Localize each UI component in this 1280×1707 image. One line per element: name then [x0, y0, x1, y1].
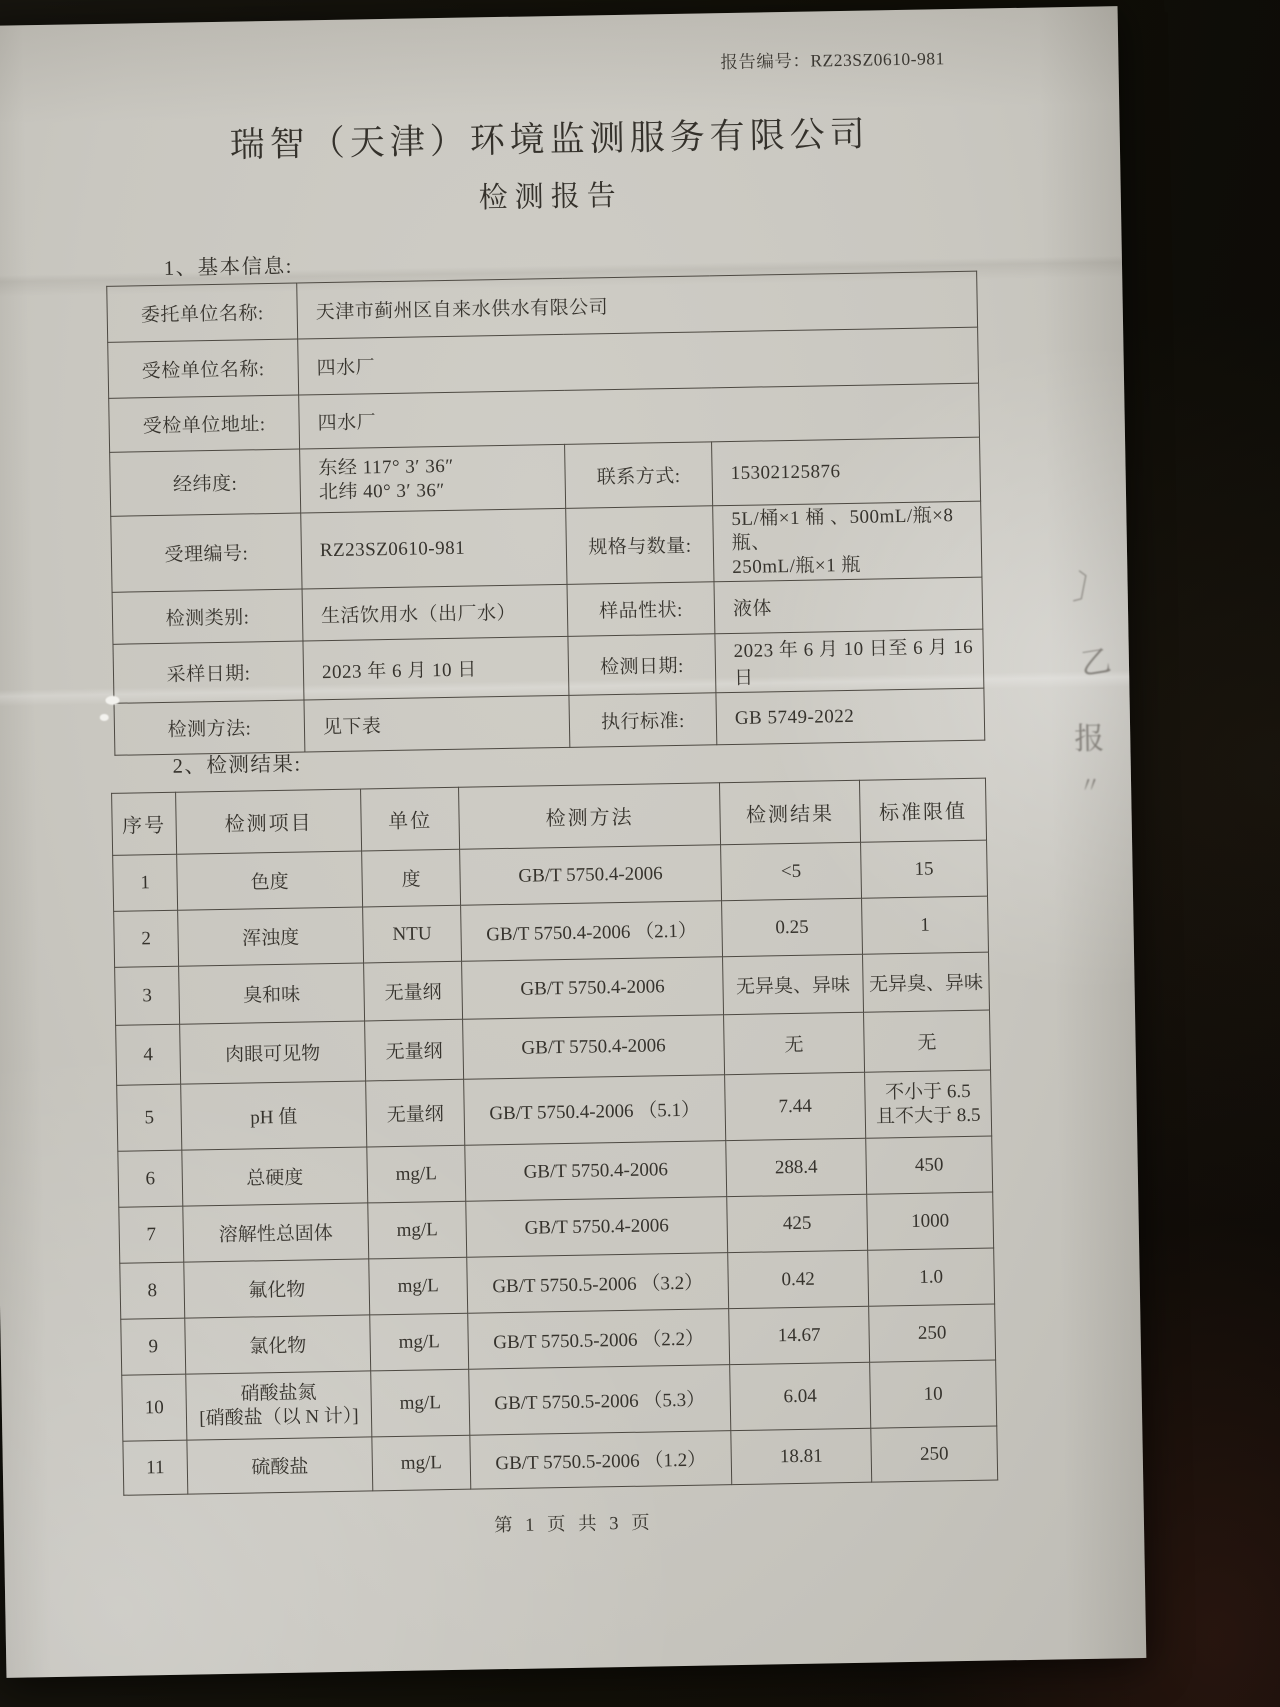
- header-item: 检测项目: [176, 789, 362, 854]
- limit-line1: 不小于 6.5: [884, 1080, 971, 1104]
- cell-limit: 450: [866, 1136, 993, 1194]
- cell-limit: 无异臭、异味: [863, 952, 990, 1012]
- cell-limit: 250: [869, 1304, 996, 1362]
- header-seq: 序号: [112, 792, 177, 855]
- acceptance-no-value: RZ23SZ0610-981: [301, 508, 567, 589]
- cell-no: 2: [114, 910, 179, 967]
- consignor-value: 天津市蓟州区自来水供水有限公司: [297, 271, 978, 339]
- header-unit: 单位: [361, 787, 460, 851]
- cell-result: 0.25: [722, 898, 863, 956]
- cell-no: 10: [122, 1374, 187, 1441]
- cell-unit: 无量纲: [365, 1019, 464, 1081]
- sampling-date-value: 2023 年 6 月 10 日: [303, 637, 569, 701]
- ink-bleed-mark: 乙: [1078, 644, 1114, 682]
- cell-limit: [865, 1070, 992, 1138]
- spec-quantity-value: [713, 501, 982, 582]
- acceptance-no-label: 受理编号:: [111, 513, 302, 593]
- cell-no: 6: [118, 1150, 183, 1207]
- cell-method: GB/T 5750.4-2006 （5.1）: [464, 1075, 726, 1146]
- consignor-label: 委托单位名称:: [107, 283, 298, 342]
- standard-value: GB 5749-2022: [716, 688, 985, 745]
- cell-result: 7.44: [725, 1072, 866, 1140]
- spec-quantity-label: 规格与数量:: [566, 506, 714, 585]
- contact-label: 联系方式:: [565, 442, 713, 509]
- sampling-date-label: 采样日期:: [113, 641, 304, 703]
- item-line2: [硝酸盐（以 N 计）]: [199, 1405, 359, 1429]
- cell-item: 肉眼可见物: [180, 1021, 366, 1084]
- cell-item: 硫酸盐: [187, 1437, 373, 1494]
- cell-unit: 度: [362, 849, 461, 907]
- cell-result: 0.42: [728, 1250, 869, 1308]
- cell-result: 288.4: [726, 1138, 867, 1196]
- document-content: [0, 6, 1146, 1678]
- paper-chip: [100, 714, 109, 721]
- report-number-value: RZ23SZ0610-981: [810, 48, 945, 71]
- report-number-line: [720, 45, 945, 74]
- cell-item: 臭和味: [179, 963, 365, 1024]
- cell-unit: mg/L: [368, 1201, 467, 1259]
- cell-method: GB/T 5750.5-2006 （3.2）: [467, 1253, 729, 1314]
- cell-method: GB/T 5750.5-2006 （5.3）: [469, 1365, 731, 1436]
- sample-character-label: 样品性状:: [567, 582, 715, 637]
- cell-item: [186, 1371, 372, 1440]
- header-method: 检测方法: [459, 783, 721, 850]
- test-category-label: 检测类别:: [112, 589, 303, 644]
- cell-item: 总硬度: [182, 1147, 368, 1206]
- limit-line2: 且不大于 8.5: [875, 1104, 981, 1128]
- cell-result: 18.81: [731, 1428, 872, 1484]
- cell-result: 无: [724, 1012, 865, 1074]
- section-basic-info-heading: 1、基本信息:: [163, 255, 294, 280]
- standard-label: 执行标准:: [569, 693, 717, 748]
- cell-no: 5: [117, 1084, 182, 1151]
- cell-no: 1: [113, 854, 178, 911]
- cell-limit: 250: [871, 1426, 998, 1482]
- cell-unit: mg/L: [372, 1435, 471, 1491]
- cell-result: 14.67: [729, 1306, 870, 1364]
- test-method-value: 见下表: [304, 696, 570, 753]
- basic-info-table: [106, 271, 985, 756]
- spec-quantity-line1: 5L/桶×1 桶 、500mL/瓶×8 瓶、: [731, 505, 954, 554]
- cell-item: pH 值: [181, 1081, 367, 1150]
- report-number-label: 报告编号：: [720, 50, 811, 73]
- item-line1: 硝酸盐氮: [240, 1382, 317, 1405]
- ink-bleed-mark: 〕: [1070, 569, 1112, 613]
- sample-character-value: 液体: [714, 577, 983, 634]
- cell-result: 425: [727, 1194, 868, 1252]
- cell-method: GB/T 5750.5-2006 （1.2）: [470, 1431, 732, 1490]
- cell-no: 8: [120, 1262, 185, 1319]
- coordinates-label: 经纬度:: [110, 449, 301, 516]
- header-limit: 标准限值: [859, 778, 986, 842]
- cell-limit: 无: [864, 1010, 991, 1072]
- cell-unit: 无量纲: [366, 1079, 465, 1147]
- cell-no: 9: [121, 1318, 186, 1375]
- cell-unit: mg/L: [369, 1257, 468, 1315]
- inspected-address-value: 四水厂: [299, 383, 980, 449]
- cell-unit: mg/L: [367, 1145, 466, 1203]
- test-date-label: 检测日期:: [568, 634, 716, 696]
- page-number: 第 1 页 共 3 页: [493, 1513, 654, 1537]
- cell-result: 无异臭、异味: [723, 954, 864, 1014]
- cell-method: GB/T 5750.4-2006: [466, 1197, 728, 1258]
- cell-limit: 1: [862, 896, 989, 954]
- latitude: 北纬 40° 3′ 36″: [318, 479, 445, 503]
- cell-item: 溶解性总固体: [183, 1203, 369, 1262]
- test-method-label: 检测方法:: [114, 700, 305, 755]
- cell-item: 浑浊度: [178, 907, 364, 966]
- cell-limit: 10: [870, 1360, 997, 1428]
- cell-limit: 15: [861, 840, 988, 898]
- section-results-heading: 2、检测结果:: [172, 753, 302, 778]
- spec-quantity-line2: 250mL/瓶×1 瓶: [732, 554, 862, 578]
- coordinates-value: [300, 444, 566, 513]
- contact-value: 15302125876: [712, 437, 981, 506]
- inspected-name-value: 四水厂: [298, 327, 979, 395]
- cell-unit: mg/L: [371, 1369, 470, 1437]
- cell-unit: NTU: [363, 905, 462, 963]
- document-title: 检测报告: [478, 179, 624, 215]
- cell-no: 3: [115, 966, 180, 1025]
- cell-limit: 1000: [867, 1192, 994, 1250]
- longitude: 东经 117° 3′ 36″: [318, 455, 454, 479]
- ink-bleed-mark: 报: [1074, 722, 1105, 757]
- cell-no: 7: [119, 1206, 184, 1263]
- test-category-value: 生活饮用水（出厂水）: [302, 585, 568, 642]
- inspected-address-label: 受检单位地址:: [109, 395, 300, 452]
- cell-no: 4: [116, 1024, 181, 1085]
- test-date-value: 2023 年 6 月 10 日至 6 月 16 日: [715, 629, 984, 693]
- cell-item: 氯化物: [185, 1315, 371, 1374]
- header-result: 检测结果: [719, 780, 860, 844]
- cell-method: GB/T 5750.4-2006: [465, 1141, 727, 1202]
- cell-item: 色度: [177, 851, 363, 910]
- cell-result: <5: [721, 842, 862, 900]
- cell-no: 11: [123, 1440, 188, 1495]
- cell-limit: 1.0: [868, 1248, 995, 1306]
- cell-method: GB/T 5750.4-2006: [463, 1015, 725, 1080]
- results-table: [111, 778, 998, 1496]
- cell-unit: mg/L: [370, 1313, 469, 1371]
- cell-method: GB/T 5750.4-2006 （2.1）: [461, 901, 723, 962]
- company-name: 瑞智（天津）环境监测服务有限公司: [229, 114, 871, 165]
- cell-unit: 无量纲: [364, 961, 463, 1021]
- cell-method: GB/T 5750.4-2006: [460, 845, 722, 906]
- paper-sheet: [0, 6, 1146, 1678]
- cell-method: GB/T 5750.5-2006 （2.2）: [468, 1309, 730, 1370]
- cell-item: 氟化物: [184, 1259, 370, 1318]
- inspected-name-label: 受检单位名称:: [108, 339, 299, 398]
- ink-bleed-mark: 〃: [1078, 772, 1102, 798]
- cell-method: GB/T 5750.4-2006: [462, 957, 724, 1020]
- cell-result: 6.04: [730, 1362, 871, 1430]
